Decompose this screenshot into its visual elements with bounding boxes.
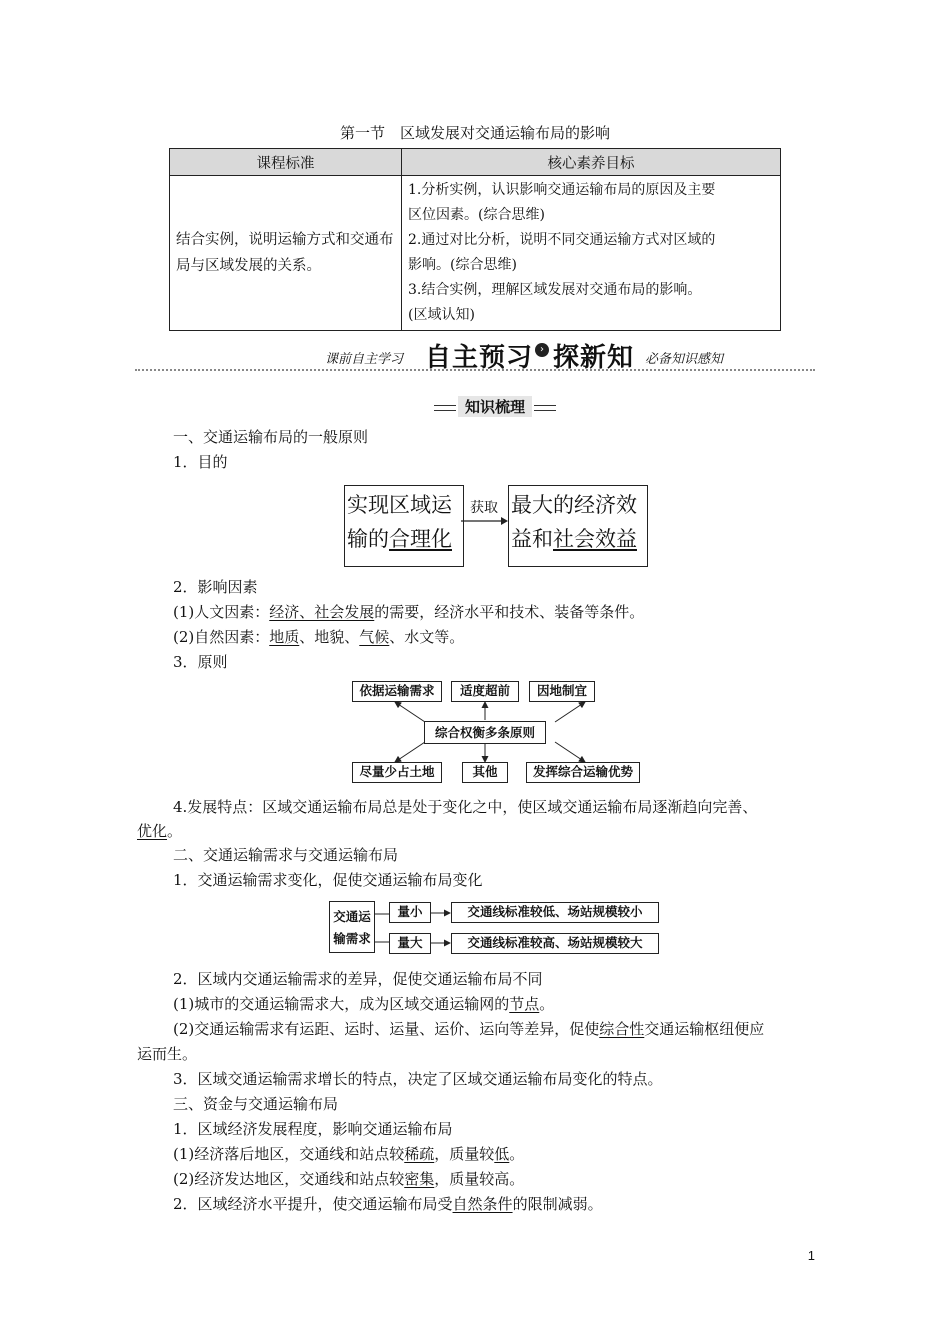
f2-answer-2: 气候 bbox=[359, 628, 390, 646]
sec2-p2b-line2: 运而生。 bbox=[137, 1045, 198, 1063]
p1a-answer-1: 稀疏 bbox=[404, 1145, 435, 1163]
principle-integrated: 发挥综合运输优势 bbox=[526, 762, 640, 783]
goal-right-answer: 社会效益 bbox=[553, 527, 637, 551]
knowledge-tag bbox=[434, 396, 556, 416]
banner-title-1: 自主预习 bbox=[425, 343, 534, 373]
sec1-p4-line1: 4.发展特点：区域交通运输布局总是处于变化之中，使区域交通运输布局逐渐趋向完善、 bbox=[173, 798, 758, 816]
literacy-line: 1.分析实例，认识影响交通运输布局的原因及主要 bbox=[408, 182, 716, 198]
sec1-p4-line2 bbox=[137, 821, 182, 841]
sec2-p2a bbox=[173, 994, 554, 1014]
curriculum-table bbox=[169, 148, 781, 331]
banner-title-2: 探新知 bbox=[553, 343, 635, 373]
p2a-prefix: (1)城市的交通运输需求大，成为区域交通运输网的 bbox=[173, 995, 510, 1013]
p2b-suffix: 交通运输枢纽便应 bbox=[644, 1020, 765, 1038]
p1a-prefix: (1)经济落后地区，交通线和站点较 bbox=[173, 1145, 405, 1163]
sec1-f2 bbox=[173, 627, 464, 647]
principle-advance: 适度超前 bbox=[451, 681, 519, 702]
demand-large-result: 交通线标准较高、场站规模较大 bbox=[451, 933, 659, 954]
p2-answer: 自然条件 bbox=[452, 1195, 513, 1213]
sec3-p1: 1．区域经济发展程度，影响交通运输布局 bbox=[173, 1120, 453, 1138]
principle-other: 其他 bbox=[462, 762, 508, 783]
sec1-p1: 1．目的 bbox=[173, 453, 228, 471]
page-title: 第一节 区域发展对交通运输布局的影响 bbox=[339, 124, 610, 142]
f2-suffix: 、水文等。 bbox=[389, 628, 465, 646]
tag-left-bar bbox=[434, 405, 456, 411]
p2-end: 的限制减弱。 bbox=[512, 1195, 603, 1213]
f1-prefix: (1)人文因素： bbox=[173, 603, 270, 621]
f1-suffix: 的需要，经济水平和技术、装备等条件。 bbox=[374, 603, 645, 621]
p1b-prefix: (2)经济发达地区，交通线和站点较 bbox=[173, 1170, 405, 1188]
sec2-heading: 二、交通运输需求与交通运输布局 bbox=[173, 846, 399, 864]
goal-left-line2 bbox=[347, 522, 463, 556]
table-header-literacy: 核心素养目标 bbox=[402, 149, 781, 176]
principle-land: 尽量少占土地 bbox=[352, 762, 442, 783]
sec2-p3: 3．区域交通运输需求增长的特点，决定了区域交通运输布局变化的特点。 bbox=[173, 1070, 663, 1088]
demand-small-result: 交通线标准较低、场站规模较小 bbox=[451, 902, 659, 923]
chevron-right-icon: › bbox=[535, 343, 549, 357]
sec3-p2 bbox=[173, 1194, 603, 1214]
p1a-answer-2: 低 bbox=[494, 1145, 510, 1163]
f2-middle: 、地貌、 bbox=[299, 628, 360, 646]
sec1-p2: 2．影响因素 bbox=[173, 578, 258, 596]
section-banner bbox=[135, 337, 815, 373]
goal-right-line2 bbox=[511, 522, 647, 556]
goal-arrow-label: 获取 bbox=[470, 500, 498, 516]
banner-right-caption: 必备知识感知 bbox=[645, 352, 724, 367]
goal-right-line1: 最大的经济效 bbox=[511, 493, 637, 517]
p2a-answer: 节点 bbox=[509, 995, 540, 1013]
banner-left-caption: 课前自主学习 bbox=[325, 352, 404, 367]
sec1-p3: 3．原则 bbox=[173, 653, 228, 671]
table-cell-standard: 结合实例，说明运输方式和交通布局与区域发展的关系。 bbox=[170, 176, 402, 331]
p2-prefix: 2．区域经济水平提升，使交通运输布局受 bbox=[173, 1195, 453, 1213]
goal-box-right bbox=[508, 485, 648, 567]
f1-answer: 经济、社会发展 bbox=[269, 603, 375, 621]
goal-left-line1: 实现区域运 bbox=[347, 493, 452, 517]
p1a-end: 。 bbox=[509, 1145, 525, 1163]
f2-prefix: (2)自然因素： bbox=[173, 628, 270, 646]
goal-box-left bbox=[344, 485, 464, 567]
sec2-p2b bbox=[173, 1019, 764, 1039]
goal-left-text: 输的 bbox=[347, 527, 389, 551]
p1a-middle: ，质量较 bbox=[434, 1145, 495, 1163]
demand-line2: 输需求 bbox=[333, 931, 371, 946]
table-cell-literacy bbox=[402, 176, 781, 331]
demand-line1: 交通运 bbox=[333, 909, 371, 924]
demand-large-box: 量大 bbox=[389, 933, 431, 954]
f2-answer-1: 地质 bbox=[269, 628, 300, 646]
literacy-line: 区位因素。(综合思维) bbox=[408, 207, 545, 223]
goal-left-answer: 合理化 bbox=[389, 527, 452, 551]
sec1-f1 bbox=[173, 602, 644, 622]
literacy-line: 2.通过对比分析，说明不同交通运输方式对区域的 bbox=[408, 232, 716, 248]
sec3-p1b bbox=[173, 1169, 524, 1189]
sec2-p1: 1．交通运输需求变化，促使交通运输布局变化 bbox=[173, 871, 483, 889]
p1b-end: ，质量较高。 bbox=[434, 1170, 525, 1188]
p2b-answer: 综合性 bbox=[599, 1020, 645, 1038]
literacy-line: (区域认知) bbox=[408, 307, 475, 323]
p4-answer: 优化 bbox=[137, 822, 168, 840]
demand-box bbox=[329, 901, 375, 953]
page-number: 1 bbox=[807, 1248, 815, 1263]
principle-local: 因地制宜 bbox=[529, 681, 595, 702]
goal-right-text: 益和 bbox=[511, 527, 553, 551]
sec1-heading: 一、交通运输布局的一般原则 bbox=[173, 428, 369, 446]
tag-right-bar bbox=[534, 405, 556, 411]
sec2-p2: 2．区域内交通运输需求的差异，促使交通运输布局不同 bbox=[173, 970, 543, 988]
literacy-line: 影响。(综合思维) bbox=[408, 257, 517, 273]
principle-demand: 依据运输需求 bbox=[352, 681, 442, 702]
table-header-standard: 课程标准 bbox=[170, 149, 402, 176]
principle-center: 综合权衡多条原则 bbox=[424, 721, 546, 744]
sec3-p1a bbox=[173, 1144, 524, 1164]
banner-divider bbox=[135, 369, 815, 371]
p2b-prefix: (2)交通运输需求有运距、运时、运量、运价、运向等差异，促使 bbox=[173, 1020, 600, 1038]
sec3-heading: 三、资金与交通运输布局 bbox=[173, 1095, 339, 1113]
knowledge-tag-label: 知识梳理 bbox=[458, 396, 532, 417]
p4-end: 。 bbox=[167, 822, 183, 840]
goal-arrow bbox=[461, 515, 509, 527]
literacy-line: 3.结合实例，理解区域发展对交通布局的影响。 bbox=[408, 282, 702, 298]
demand-small-box: 量小 bbox=[389, 902, 431, 923]
p1b-answer: 密集 bbox=[404, 1170, 435, 1188]
p2a-end: 。 bbox=[539, 995, 555, 1013]
